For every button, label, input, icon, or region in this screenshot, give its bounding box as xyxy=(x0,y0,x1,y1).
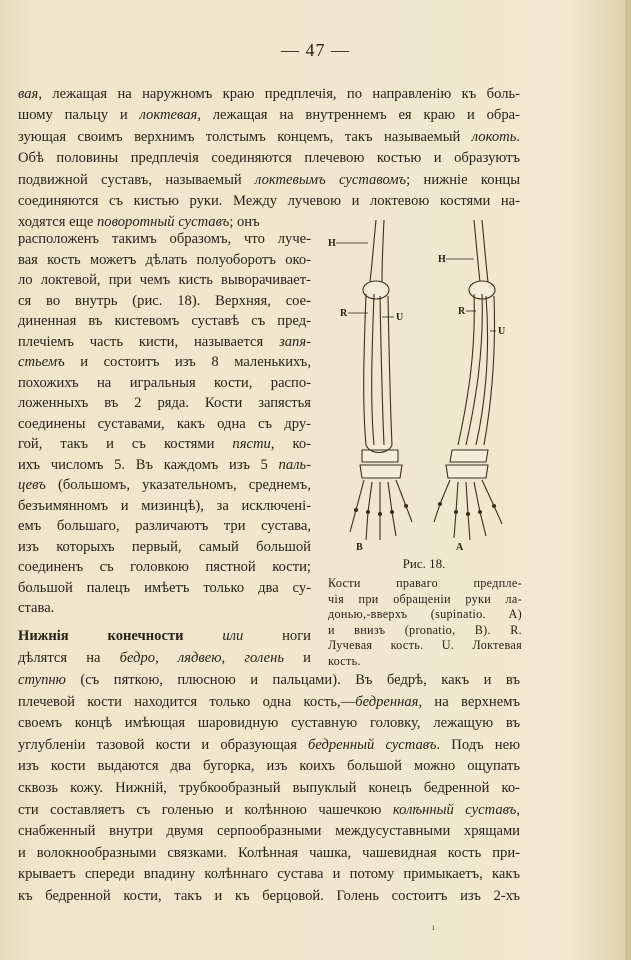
text-run: вая кость можетъ дѣлать полуоборотъ око- xyxy=(18,251,311,268)
text-line xyxy=(18,821,520,841)
text-line xyxy=(18,84,520,104)
caption-line: кость. xyxy=(328,653,361,668)
forearm-a-right xyxy=(434,220,502,540)
text-run: изъ которыхъ первый, самый большой xyxy=(18,538,311,555)
text-line xyxy=(18,229,311,249)
text-run: зующая своимъ верхнимъ толстымъ концемъ, такъ называемый xyxy=(18,128,472,145)
forearm-bones-figure xyxy=(326,210,522,555)
italic-term: бедренная xyxy=(355,693,419,710)
italic-term: цевъ xyxy=(18,477,46,493)
text-line xyxy=(18,105,520,125)
text-line xyxy=(18,516,311,536)
text-line xyxy=(18,475,311,495)
italic-term: локтевая xyxy=(139,107,198,124)
text-run: диненная въ кистевомъ суставѣ съ пред- xyxy=(18,313,311,329)
text-line xyxy=(18,713,520,733)
forearm-b-left xyxy=(350,220,412,540)
text-run: безъимянномъ и мизинцѣ), за исключені- xyxy=(18,497,311,514)
caption-line: и внизъ (pronatio, B). R. xyxy=(328,622,522,637)
text-run: углубленіи тазовой кости и образующая xyxy=(18,736,309,753)
italic-term: пясти xyxy=(232,436,271,452)
text-line xyxy=(18,557,311,577)
text-run: . xyxy=(516,128,520,145)
text-line xyxy=(18,626,311,646)
bottom-mark: ı xyxy=(432,922,435,932)
text-run: шому пальцу и xyxy=(18,107,140,124)
text-line xyxy=(18,191,520,211)
text-run: сквозь кожу. Нижній, трубкообразный выпуклый конецъ бедренной ко- xyxy=(18,780,520,796)
label-u-right: U xyxy=(498,326,506,337)
text-run: и xyxy=(284,650,311,666)
text-line xyxy=(18,670,520,690)
label-u-left: U xyxy=(396,312,404,323)
text-line xyxy=(18,756,520,776)
text-run: соединены суставами, какъ одна съ дру- xyxy=(18,415,311,432)
text-line xyxy=(18,864,520,884)
text-line xyxy=(18,170,520,190)
label-b: B xyxy=(356,542,363,553)
italic-term: или xyxy=(183,628,283,644)
text-run: , xyxy=(516,801,520,818)
text-line xyxy=(18,311,311,331)
text-line xyxy=(18,648,311,668)
italic-term: колѣнный суставъ xyxy=(392,801,517,818)
text-line xyxy=(18,434,311,454)
italic-term: лядвею xyxy=(177,650,222,666)
text-line xyxy=(18,373,311,393)
text-line xyxy=(18,537,311,557)
text-run: подвижной суставъ, называемый xyxy=(18,171,256,188)
text-run: плечіемъ часть кисти, называется xyxy=(18,333,280,350)
text-run: расположенъ такимъ образомъ, что луче- xyxy=(18,231,311,247)
italic-term: ступню xyxy=(18,672,66,688)
text-run: и состоитъ изъ 8 маленькихъ, xyxy=(64,354,311,370)
text-run: емъ большаго, различаютъ три сустава, xyxy=(18,518,311,534)
text-run: , xyxy=(155,650,178,666)
text-run: ихъ числомъ 5. Въ каждомъ изъ 5 xyxy=(18,456,279,473)
italic-term: вая xyxy=(18,86,39,102)
text-run: своемъ концѣ имѣющая шаровидную суставную головку, лежащую въ xyxy=(18,715,520,732)
text-line xyxy=(18,250,311,270)
text-run: соединенъ съ головкою пястной кости; xyxy=(18,559,311,575)
text-run: ложенныхъ въ 2 ряда. Кости запястья xyxy=(18,395,311,411)
italic-term: бедренный суставъ xyxy=(308,736,437,753)
text-run: ноги xyxy=(282,628,311,644)
text-line xyxy=(18,127,520,147)
text-run: ло локтевой, при чемъ кисть выворачивает- xyxy=(18,272,311,288)
italic-term: локтевымъ суставомъ xyxy=(255,171,407,188)
text-line xyxy=(18,291,311,311)
text-run: сти составляетъ съ голенью и колѣнною чашечкою xyxy=(18,801,393,818)
text-line xyxy=(18,843,520,863)
page-edge xyxy=(625,0,631,960)
text-run: Обѣ половины предплечія соединяются плечевою костью и образуютъ xyxy=(18,150,520,167)
italic-term: стьемъ xyxy=(18,354,65,370)
text-line xyxy=(18,352,311,372)
italic-term: бедро xyxy=(119,650,156,666)
text-run: къ бедренной кости, такъ и къ берцовой. Голень состоитъ изъ 2-хъ xyxy=(18,888,520,904)
text-run: , xyxy=(221,650,245,666)
label-h-left: H xyxy=(328,238,336,249)
section-heading: Нижнія конечности xyxy=(18,628,184,644)
text-line xyxy=(18,692,520,712)
text-run: плечевой кости находится только одна кость,— xyxy=(18,693,356,710)
text-line xyxy=(18,578,311,598)
label-a: A xyxy=(456,542,464,553)
italic-term: поворотный суставъ xyxy=(97,214,230,231)
caption-line: Кости праваго предпле- xyxy=(328,576,522,590)
text-run: дѣлятся на xyxy=(18,650,120,666)
italic-term: паль- xyxy=(278,456,311,473)
label-r-left: R xyxy=(340,308,348,319)
text-run: става. xyxy=(18,600,55,616)
text-line xyxy=(18,735,520,755)
text-line xyxy=(18,332,311,352)
text-line xyxy=(18,148,520,168)
text-run: ся во внутрь (рис. 18). Верхняя, сое- xyxy=(18,292,311,309)
italic-term: локоть xyxy=(471,128,517,145)
text-run: ходятся еще xyxy=(18,214,97,231)
text-run: (съ пяткою, плюсною и пальцами). Въ бедрѣ, какъ и въ xyxy=(65,672,520,688)
text-run: ; онъ xyxy=(229,214,260,231)
text-run: ; нижніе концы xyxy=(406,171,520,188)
text-run: большой палецъ имѣетъ только два су- xyxy=(18,579,311,596)
figure-title: Рис. 18. xyxy=(402,556,446,571)
label-h-right: H xyxy=(438,254,446,265)
text-run: похожихъ на игральныя кости, распо- xyxy=(18,374,311,391)
text-line xyxy=(18,496,311,516)
text-line xyxy=(18,598,311,618)
text-run: гой, такъ и съ костями xyxy=(18,436,233,452)
caption-line: Лучевая кость. U. Локтевая xyxy=(328,638,522,652)
text-line xyxy=(18,886,520,906)
text-line xyxy=(18,414,311,434)
text-run: , лежащая на наружномъ краю предплечія, по направленію къ боль- xyxy=(38,86,520,102)
text-line xyxy=(18,270,311,290)
text-run: , ко- xyxy=(270,436,311,452)
text-run: изъ кости выдаются два бугорка, изъ коихъ большой можно ощупать xyxy=(18,758,520,775)
italic-term: запя- xyxy=(279,333,311,350)
text-run: , на верхнемъ xyxy=(418,693,520,710)
caption-line: донью,-вверхъ (supinatio. A) xyxy=(328,607,522,621)
text-line xyxy=(18,455,311,475)
italic-term: голень xyxy=(244,650,285,666)
text-run: крываетъ спереди впадину колѣннаго сустава и потому примыкаетъ, какъ xyxy=(18,866,520,883)
text-run: . Подъ нею xyxy=(436,736,520,753)
label-r-right: R xyxy=(458,306,466,317)
text-run: , лежащая на внутреннемъ ея краю и обра- xyxy=(197,107,520,124)
text-run: и волокнообразными связками. Колѣнная чашка, чашевидная кость при- xyxy=(18,844,520,861)
text-run: соединяются съ кистью руки. Между лучевою и локтевою костями на- xyxy=(18,193,520,209)
caption-line: чія при обращеніи руки ла- xyxy=(328,591,522,606)
text-run: снабженный внутри двумя серпообразными междусуставными хрящами xyxy=(18,823,520,840)
text-line xyxy=(18,778,520,798)
text-run: (большомъ, указательномъ, среднемъ, xyxy=(45,477,311,493)
text-line xyxy=(18,393,311,413)
page-number: — 47 — xyxy=(281,40,350,60)
text-line xyxy=(18,800,520,820)
